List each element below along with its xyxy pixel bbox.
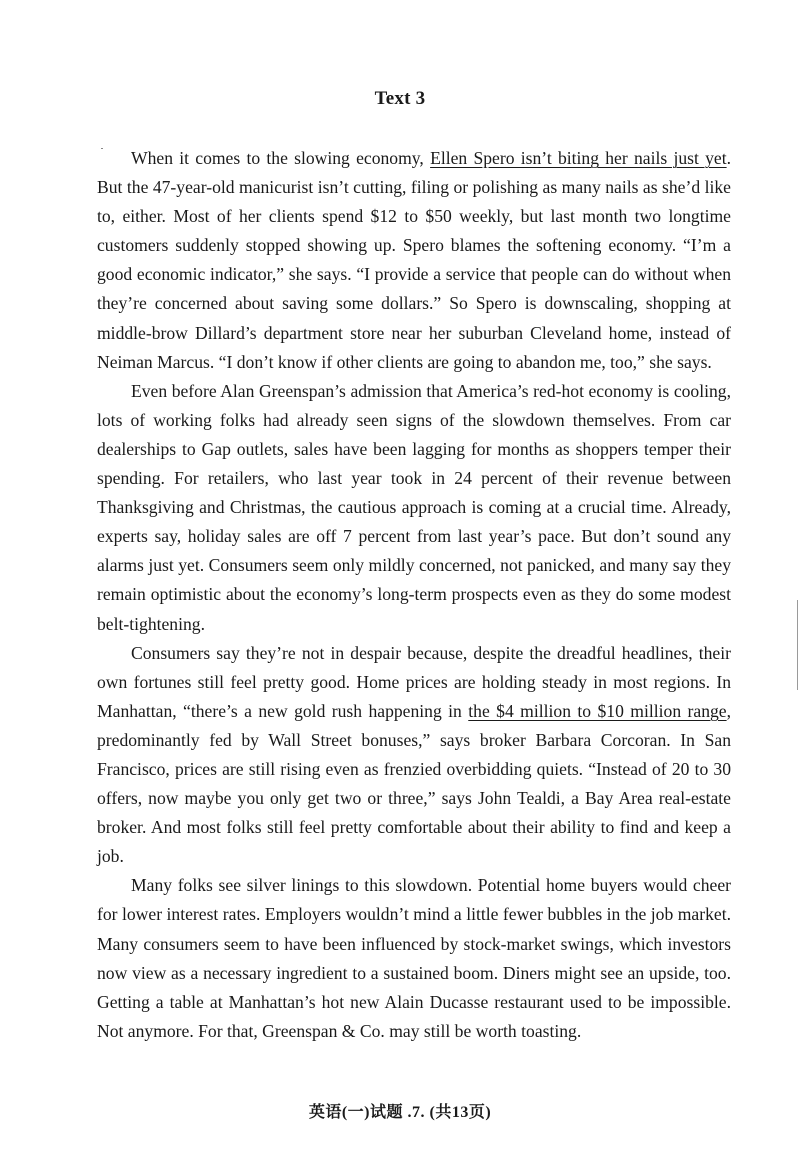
text-title: Text 3 — [374, 88, 426, 109]
paragraph-1-lead: When it comes to the slowing economy, — [131, 148, 431, 168]
paragraph-3-lead: Consumers say they’re not in despair because, despite the dreadful headlines, their own fortunes still feel pretty good. Home prices are holding steady in most regions. In Manhattan, “there’s a new gold rush happening in — [97, 642, 731, 721]
paragraph-2: Even before Alan Greenspan’s admission that America’s red-hot economy is cooling, lots of working folks had already seen signs of the slowdown themselves. From car dealerships to Gap outlets, sales have been lagging for months as shoppers temper their spending. For retailers, who last year took in 24 percent of their revenue between Thanksgiving and Christmas, the cautious approach is coming at a crucial time. Already, experts say, holiday sales are off 7 percent from last year’s pace. But don’t sound any alarms just yet. Consumers seem only mildly concerned, not panicked, and many say they remain optimistic about the economy’s long-term prospects even as they do some modest belt-tightening. — [97, 380, 731, 634]
paragraph-1 — [97, 144, 731, 377]
underlined-phrase-nails: Ellen Spero isn’t biting her nails just yet — [430, 148, 727, 168]
scan-speck — [101, 148, 103, 149]
underlined-phrase-price-range: the $4 million to $10 million range — [468, 700, 727, 721]
passage — [97, 144, 731, 1046]
paragraph-1-rest: . But the 47-year-old manicurist isn’t cutting, filing or polishing as many nails as she’d like to, either. Most of her clients spend $12 to $50 weekly, but last month two longtime customers suddenly stopped showing up. Spero blames the softening economy. “I’m a good economic indicator,” she says. “I provide a service that people can do without when they’re concerned about saving some dollars.” So Spero is downscaling, shopping at middle-brow Dillard’s department store near her suburban Cleveland home, instead of Neiman Marcus. “I don’t know if other clients are going to abandon me, too,” she says. — [97, 148, 732, 372]
scan-edge-line — [797, 600, 798, 690]
page-footer: 英语(一)试题 .7. (共13页) — [308, 1104, 492, 1121]
paragraph-3-rest: , predominantly fed by Wall Street bonuses,” says broker Barbara Corcoran. In San Francisco, prices are still rising even as frenzied overbidding quiets. “Instead of 20 to 30 offers, now maybe you only get two or three,” says John Tealdi, a Bay Area real-estate broker. And most folks still feel pretty comfortable about their ability to find and keep a job. — [97, 700, 731, 867]
paragraph-4: Many folks see silver linings to this slowdown. Potential home buyers would cheer for lower interest rates. Employers wouldn’t mind a little fewer bubbles in the job market. Many consumers seem to have been influenced by stock-market swings, which investors now view as a necessary ingredient to a sustained boom. Diners might see an upside, too. Getting a table at Manhattan’s hot new Alain Ducasse restaurant used to be impossible. Not anymore. For that, Greenspan & Co. may still be worth toasting. — [97, 875, 731, 1041]
paragraph-3 — [97, 639, 731, 872]
